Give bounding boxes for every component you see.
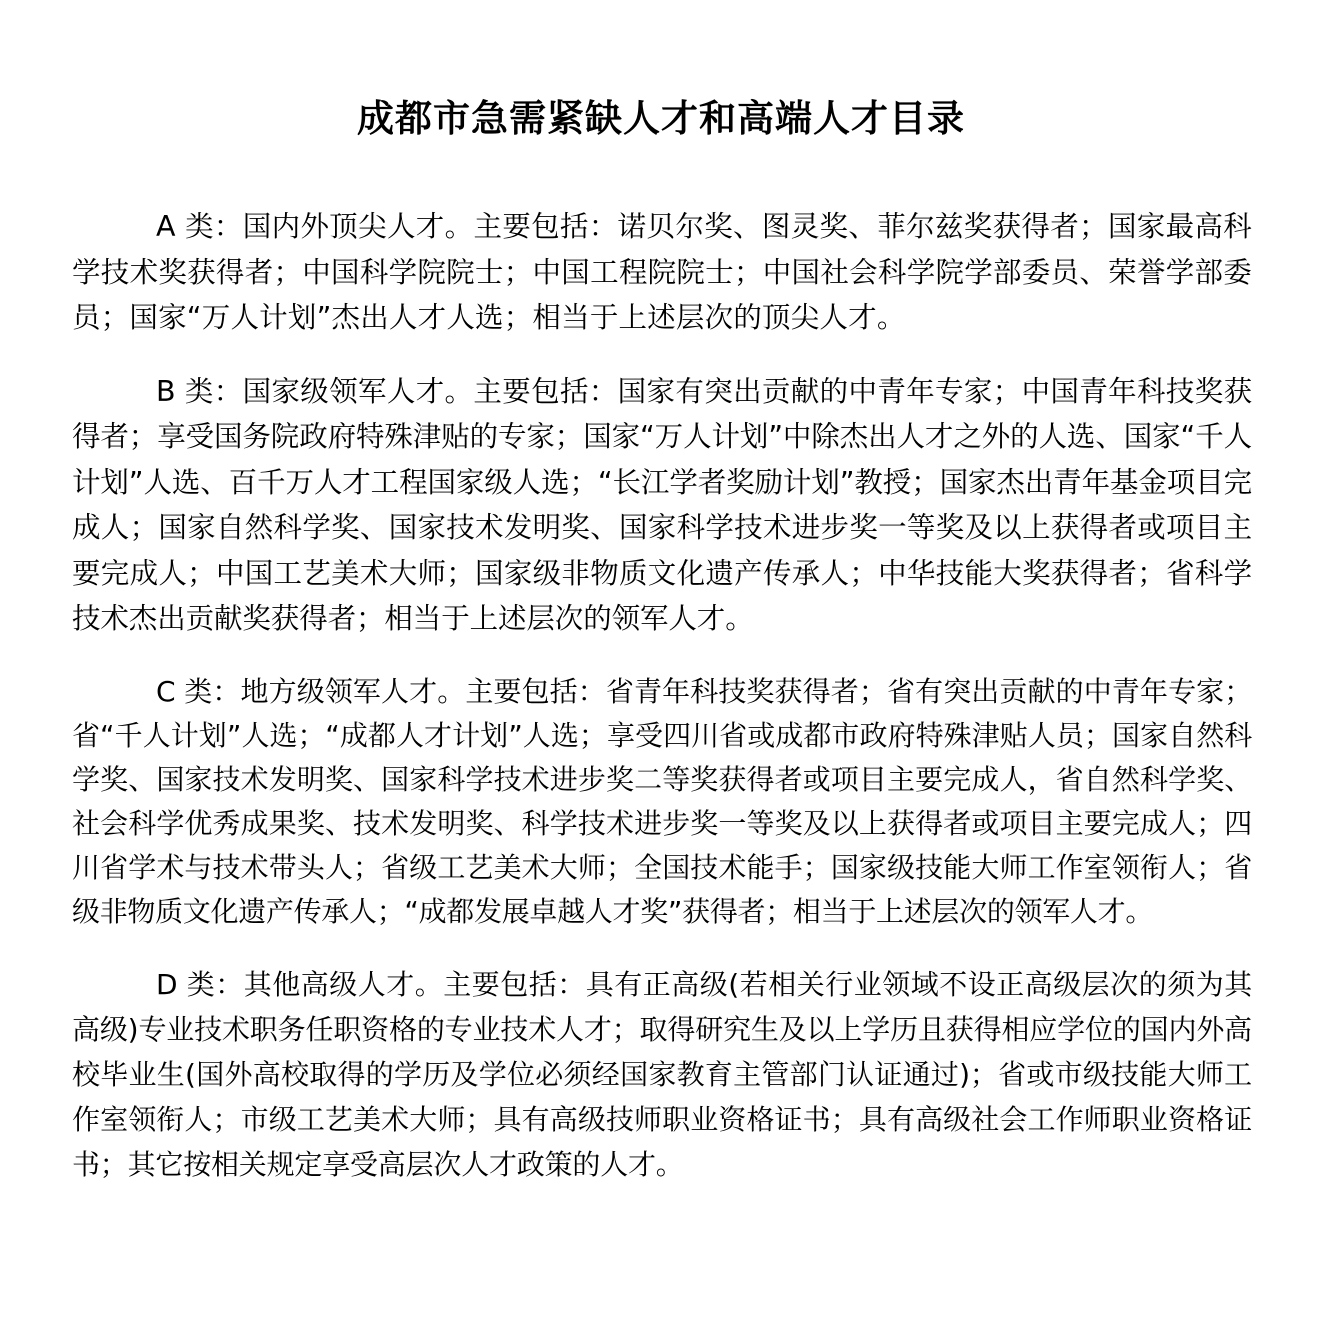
paragraph-category-a xyxy=(72,204,1252,341)
paragraph-category-a-text: A 类：国内外顶尖人才。主要包括：诺贝尔奖、图灵奖、菲尔兹奖获得者；国家最高科学技术奖获得者；中国科学院院士；中国工程院院士；中国社会科学院学部委员、荣誉学部委员；国家“万人计划”杰出人才人选；相当于上述层次的顶尖人才。 xyxy=(72,210,1252,335)
document-body xyxy=(70,204,1252,1187)
paragraph-category-d xyxy=(72,962,1252,1187)
paragraph-category-c xyxy=(72,670,1252,934)
paragraph-category-c-text: C 类：地方级领军人才。主要包括：省青年科技奖获得者；省有突出贡献的中青年专家；省“千人计划”人选；“成都人才计划”人选；享受四川省或成都市政府特殊津贴人员；国家自然科学奖、国家技术发明奖、国家科学技术进步奖二等奖获得者或项目主要完成人，省自然科学奖、社会科学优秀成果奖、技术发明奖、科学技术进步奖一等奖及以上获得者或项目主要完成人；四川省学术与技术带头人；省级工艺美术大师；全国技术能手；国家级技能大师工作室领衔人；省级非物质文化遗产传承人；“成都发展卓越人才奖”获得者；相当于上述层次的领军人才。 xyxy=(72,674,1252,928)
page-title: 成都市急需紧缺人才和高端人才目录 xyxy=(357,97,965,140)
paragraph-category-b-text: B 类：国家级领军人才。主要包括：国家有突出贡献的中青年专家；中国青年科技奖获得者；享受国务院政府特殊津贴的专家；国家“万人计划”中除杰出人才之外的人选、国家“千人计划”人选、百千万人才工程国家级人选；“长江学者奖励计划”教授；国家杰出青年基金项目完成人；国家自然科学奖、国家技术发明奖、国家科学技术进步奖一等奖及以上获得者或项目主要完成人；中国工艺美术大师；国家级非物质文化遗产传承人；中华技能大奖获得者；省科学技术杰出贡献奖获得者；相当于上述层次的领军人才。 xyxy=(72,374,1252,636)
paragraph-category-d-text: D 类：其他高级人才。主要包括：具有正高级(若相关行业领域不设正高级层次的须为其高级)专业技术职务任职资格的专业技术人才；取得研究生及以上学历且获得相应学位的国内外高校毕业生(国外高校取得的学历及学位必须经国家教育主管部门认证通过)；省或市级技能大师工作室领衔人；市级工艺美术大师；具有高级技师职业资格证书；具有高级社会工作师职业资格证书；其它按相关规定享受高层次人才政策的人才。 xyxy=(72,967,1252,1181)
paragraph-category-b xyxy=(72,369,1252,642)
